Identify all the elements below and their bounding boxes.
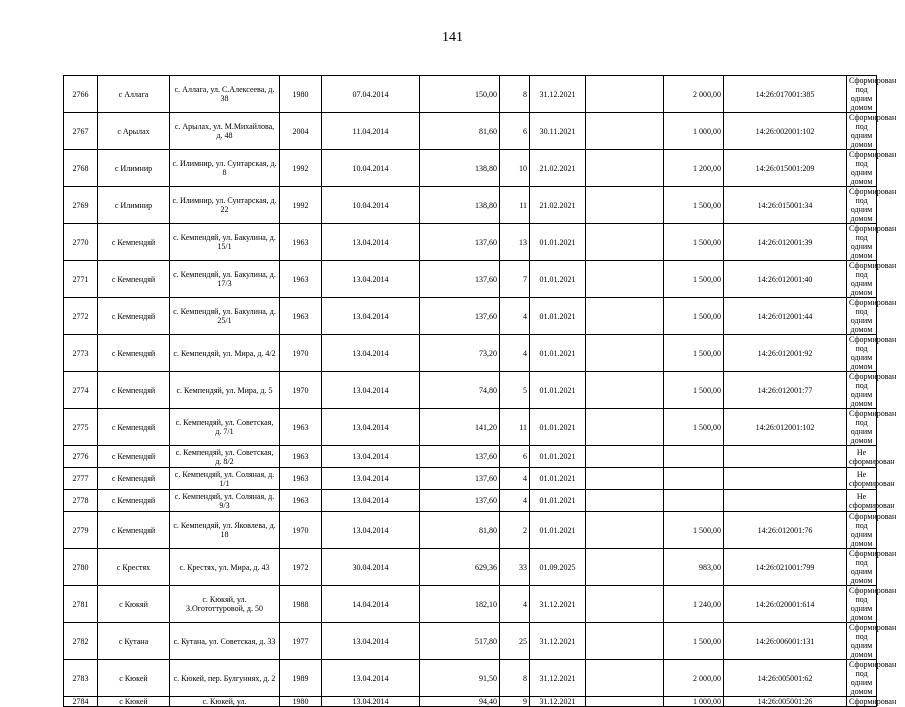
row-number: 2781 [64,586,98,623]
address-cell: с. Кемпендяй, ул. Бакулина, д. 15/1 [170,224,280,261]
date-cell: 10.04.2014 [322,150,420,187]
status-cell: Сформирован под одним домом [847,586,877,623]
table-row [64,409,877,446]
cost-cell: 1 500,00 [664,372,724,409]
address-cell: с. Илимнир, ул. Сунтарская, д. 22 [170,187,280,224]
cost-cell [664,446,724,468]
cost-cell: 1 000,00 [664,697,724,707]
area-cell: 81,80 [420,512,500,549]
settlement-cell: с Кемпендяй [98,446,170,468]
year-cell: 1963 [280,468,322,490]
row-number: 2782 [64,623,98,660]
status-cell: Сформирован под одним домом [847,372,877,409]
cost-cell: 983,00 [664,549,724,586]
residents-cell: 6 [500,446,530,468]
row-number: 2775 [64,409,98,446]
residents-cell: 4 [500,586,530,623]
residents-cell: 5 [500,372,530,409]
residents-cell: 11 [500,409,530,446]
address-cell: с. Кемпендяй, ул. Соляная, д. 9/3 [170,490,280,512]
deadline-cell: 01.01.2021 [530,224,586,261]
settlement-cell: с Кемпендяй [98,490,170,512]
year-cell: 1980 [280,76,322,113]
deadline-cell: 01.01.2021 [530,468,586,490]
cost-cell: 1 500,00 [664,298,724,335]
residents-cell: 10 [500,150,530,187]
deadline-cell: 31.12.2021 [530,586,586,623]
residents-cell: 11 [500,187,530,224]
settlement-cell: с Крестях [98,549,170,586]
blank-cell [586,298,664,335]
area-cell: 138,80 [420,187,500,224]
area-cell: 94,40 [420,697,500,707]
cost-cell: 1 500,00 [664,187,724,224]
blank-cell [586,549,664,586]
settlement-cell: с Арылах [98,113,170,150]
date-cell: 13.04.2014 [322,490,420,512]
date-cell: 30.04.2014 [322,549,420,586]
blank-cell [586,468,664,490]
table-row [64,623,877,660]
cost-cell: 2 000,00 [664,76,724,113]
address-cell: с. Кемпендяй, ул. Мира, д. 5 [170,372,280,409]
table-row [64,224,877,261]
settlement-cell: с Аллага [98,76,170,113]
cost-cell [664,490,724,512]
registry-body [64,76,897,707]
row-number: 2784 [64,697,98,707]
settlement-cell: с Кемпендяй [98,468,170,490]
blank-cell [586,150,664,187]
date-cell: 13.04.2014 [322,697,420,707]
deadline-cell: 31.12.2021 [530,623,586,660]
status-cell: Сформирован под одним домом [847,113,877,150]
row-number: 2777 [64,468,98,490]
blank-cell [586,697,664,707]
blank-cell [586,490,664,512]
row-number: 2778 [64,490,98,512]
blank-cell [586,446,664,468]
settlement-cell: с Кемпендяй [98,409,170,446]
table-row [64,697,877,707]
date-cell: 13.04.2014 [322,468,420,490]
row-number: 2774 [64,372,98,409]
address-cell: с. Кюкяй, ул. З.Огототтуровой, д. 50 [170,586,280,623]
status-cell: Сформирован под одним домом [847,660,877,697]
row-number: 2768 [64,150,98,187]
blank-cell [586,409,664,446]
year-cell: 1970 [280,372,322,409]
status-cell: Сформирован под одним домом [847,76,877,113]
date-cell: 13.04.2014 [322,660,420,697]
area-cell: 141,20 [420,409,500,446]
row-number: 2772 [64,298,98,335]
settlement-cell: с Кемпендяй [98,224,170,261]
residents-cell: 13 [500,224,530,261]
cadastral-number-cell [724,446,847,468]
year-cell: 1970 [280,512,322,549]
row-number: 2767 [64,113,98,150]
residents-cell: 33 [500,549,530,586]
table-row [64,76,877,113]
housing-registry-table [63,75,897,707]
blank-cell [586,660,664,697]
area-cell: 74,80 [420,372,500,409]
year-cell: 1992 [280,150,322,187]
area-cell: 137,60 [420,446,500,468]
area-cell: 137,60 [420,490,500,512]
table-row [64,298,877,335]
settlement-cell: с Кюкей [98,697,170,707]
residents-cell: 4 [500,468,530,490]
table-row [64,335,877,372]
cadastral-number-cell: 14:26:012001:40 [724,261,847,298]
cadastral-number-cell: 14:26:006001:131 [724,623,847,660]
deadline-cell: 31.12.2021 [530,76,586,113]
table-row [64,150,877,187]
cost-cell: 1 500,00 [664,261,724,298]
cadastral-number-cell: 14:26:005001:26 [724,697,847,707]
table-row [64,372,877,409]
blank-cell [586,335,664,372]
row-number: 2779 [64,512,98,549]
address-cell: с. Кемпендяй, ул. Яковлева, д. 18 [170,512,280,549]
row-number: 2771 [64,261,98,298]
deadline-cell: 01.01.2021 [530,261,586,298]
deadline-cell: 30.11.2021 [530,113,586,150]
blank-cell [586,261,664,298]
address-cell: с. Кемпендяй, ул. Советская, д. 7/1 [170,409,280,446]
row-number: 2776 [64,446,98,468]
settlement-cell: с Илимнир [98,187,170,224]
blank-cell [586,113,664,150]
cadastral-number-cell: 14:26:005001:62 [724,660,847,697]
status-cell: Сформирован [847,697,877,707]
year-cell: 1963 [280,490,322,512]
area-cell: 138,80 [420,150,500,187]
address-cell: с. Кемпендяй, ул. Советская, д. 8/2 [170,446,280,468]
table-row [64,490,877,512]
settlement-cell: с Кемпендяй [98,298,170,335]
date-cell: 13.04.2014 [322,512,420,549]
date-cell: 13.04.2014 [322,335,420,372]
cadastral-number-cell: 14:26:012001:39 [724,224,847,261]
cadastral-number-cell: 14:26:012001:44 [724,298,847,335]
year-cell: 1963 [280,224,322,261]
settlement-cell: с Кемпендяй [98,335,170,372]
blank-cell [586,187,664,224]
area-cell: 137,60 [420,298,500,335]
row-number: 2766 [64,76,98,113]
area-cell: 137,60 [420,468,500,490]
cadastral-number-cell: 14:26:012001:77 [724,372,847,409]
address-cell: с. Кутана, ул. Советская, д. 33 [170,623,280,660]
date-cell: 13.04.2014 [322,224,420,261]
deadline-cell: 01.01.2021 [530,512,586,549]
area-cell: 150,00 [420,76,500,113]
status-cell: Сформирован под одним домом [847,512,877,549]
area-cell: 517,80 [420,623,500,660]
row-number: 2783 [64,660,98,697]
date-cell: 13.04.2014 [322,261,420,298]
table-row [64,586,877,623]
area-cell: 137,60 [420,261,500,298]
year-cell: 1963 [280,261,322,298]
residents-cell: 4 [500,335,530,372]
residents-cell: 25 [500,623,530,660]
table-row [64,187,877,224]
residents-cell: 2 [500,512,530,549]
address-cell: с. Кемпендяй, ул. Бакулина, д. 17/3 [170,261,280,298]
cost-cell: 1 500,00 [664,623,724,660]
status-cell: Сформирован под одним домом [847,549,877,586]
status-cell: Сформирован под одним домом [847,335,877,372]
address-cell: с. Кюкей, ул. [170,697,280,707]
status-cell: Не сформирован [847,468,877,490]
date-cell: 13.04.2014 [322,446,420,468]
deadline-cell: 01.01.2021 [530,409,586,446]
status-cell: Сформирован под одним домом [847,623,877,660]
year-cell: 1972 [280,549,322,586]
cost-cell: 1 500,00 [664,224,724,261]
cadastral-number-cell: 14:26:012001:92 [724,335,847,372]
date-cell: 13.04.2014 [322,409,420,446]
cadastral-number-cell: 14:26:015001:34 [724,187,847,224]
table-row [64,261,877,298]
residents-cell: 4 [500,490,530,512]
address-cell: с. Кемпендяй, ул. Мира, д. 4/2 [170,335,280,372]
cadastral-number-cell: 14:26:015001:209 [724,150,847,187]
area-cell: 629,36 [420,549,500,586]
status-cell: Сформирован под одним домом [847,150,877,187]
cadastral-number-cell: 14:26:017001:385 [724,76,847,113]
deadline-cell: 21.02.2021 [530,150,586,187]
row-number: 2770 [64,224,98,261]
settlement-cell: с Кемпендяй [98,372,170,409]
address-cell: с. Кемпендяй, ул. Соляная, д. 1/1 [170,468,280,490]
deadline-cell: 01.01.2021 [530,490,586,512]
row-number: 2769 [64,187,98,224]
page-number: 141 [442,30,463,45]
deadline-cell: 31.12.2021 [530,697,586,707]
cost-cell: 1 500,00 [664,512,724,549]
blank-cell [586,623,664,660]
cost-cell: 2 000,00 [664,660,724,697]
year-cell: 1963 [280,446,322,468]
table-row [64,468,877,490]
date-cell: 13.04.2014 [322,623,420,660]
blank-cell [586,586,664,623]
year-cell: 1963 [280,409,322,446]
area-cell: 182,10 [420,586,500,623]
address-cell: с. Аллага, ул. С.Алексеева, д. 38 [170,76,280,113]
status-cell: Не сформирован [847,490,877,512]
year-cell: 1977 [280,623,322,660]
year-cell: 1988 [280,586,322,623]
status-cell: Сформирован под одним домом [847,187,877,224]
settlement-cell: с Кюкяй [98,586,170,623]
blank-cell [586,512,664,549]
date-cell: 14.04.2014 [322,586,420,623]
cadastral-number-cell: 14:26:020001:614 [724,586,847,623]
area-cell: 81,60 [420,113,500,150]
deadline-cell: 01.01.2021 [530,298,586,335]
residents-cell: 8 [500,76,530,113]
residents-cell: 6 [500,113,530,150]
year-cell: 1989 [280,660,322,697]
year-cell: 1963 [280,298,322,335]
residents-cell: 4 [500,298,530,335]
table-row [64,446,877,468]
blank-cell [586,372,664,409]
residents-cell: 8 [500,660,530,697]
cadastral-number-cell [724,490,847,512]
address-cell: с. Кемпендяй, ул. Бакулина, д. 25/1 [170,298,280,335]
status-cell: Сформирован под одним домом [847,298,877,335]
cadastral-number-cell [724,468,847,490]
settlement-cell: с Кюкей [98,660,170,697]
date-cell: 07.04.2014 [322,76,420,113]
cost-cell: 1 240,00 [664,586,724,623]
area-cell: 73,20 [420,335,500,372]
deadline-cell: 31.12.2021 [530,660,586,697]
year-cell: 1992 [280,187,322,224]
address-cell: с. Крестях, ул. Мира, д. 43 [170,549,280,586]
cadastral-number-cell: 14:26:002001:102 [724,113,847,150]
deadline-cell: 01.01.2021 [530,372,586,409]
residents-cell: 9 [500,697,530,707]
cost-cell: 1 200,00 [664,150,724,187]
status-cell: Не сформирован [847,446,877,468]
cost-cell: 1 500,00 [664,409,724,446]
date-cell: 11.04.2014 [322,113,420,150]
date-cell: 10.04.2014 [322,187,420,224]
deadline-cell: 01.01.2021 [530,446,586,468]
blank-cell [586,224,664,261]
row-number: 2780 [64,549,98,586]
cadastral-number-cell: 14:26:012001:102 [724,409,847,446]
settlement-cell: с Илимнир [98,150,170,187]
settlement-cell: с Кемпендяй [98,261,170,298]
residents-cell: 7 [500,261,530,298]
status-cell: Сформирован под одним домом [847,261,877,298]
date-cell: 13.04.2014 [322,372,420,409]
cost-cell: 1 000,00 [664,113,724,150]
settlement-cell: с Кутана [98,623,170,660]
date-cell: 13.04.2014 [322,298,420,335]
year-cell: 2004 [280,113,322,150]
table-row [64,549,877,586]
cost-cell: 1 500,00 [664,335,724,372]
table-row [64,512,877,549]
row-number: 2773 [64,335,98,372]
address-cell: с. Илимнир, ул. Сунтарская, д. 8 [170,150,280,187]
address-cell: с. Арылах, ул. М.Михайлова, д. 48 [170,113,280,150]
cost-cell [664,468,724,490]
cadastral-number-cell: 14:26:021001:799 [724,549,847,586]
cadastral-number-cell: 14:26:012001:76 [724,512,847,549]
year-cell: 1970 [280,335,322,372]
blank-cell [586,76,664,113]
area-cell: 137,60 [420,224,500,261]
status-cell: Сформирован под одним домом [847,224,877,261]
status-cell: Сформирован под одним домом [847,409,877,446]
table-row [64,113,877,150]
table-row [64,660,877,697]
settlement-cell: с Кемпендяй [98,512,170,549]
area-cell: 91,50 [420,660,500,697]
year-cell: 1980 [280,697,322,707]
address-cell: с. Кюкей, пер. Булгуннях, д. 2 [170,660,280,697]
deadline-cell: 01.01.2021 [530,335,586,372]
deadline-cell: 01.09.2025 [530,549,586,586]
deadline-cell: 21.02.2021 [530,187,586,224]
